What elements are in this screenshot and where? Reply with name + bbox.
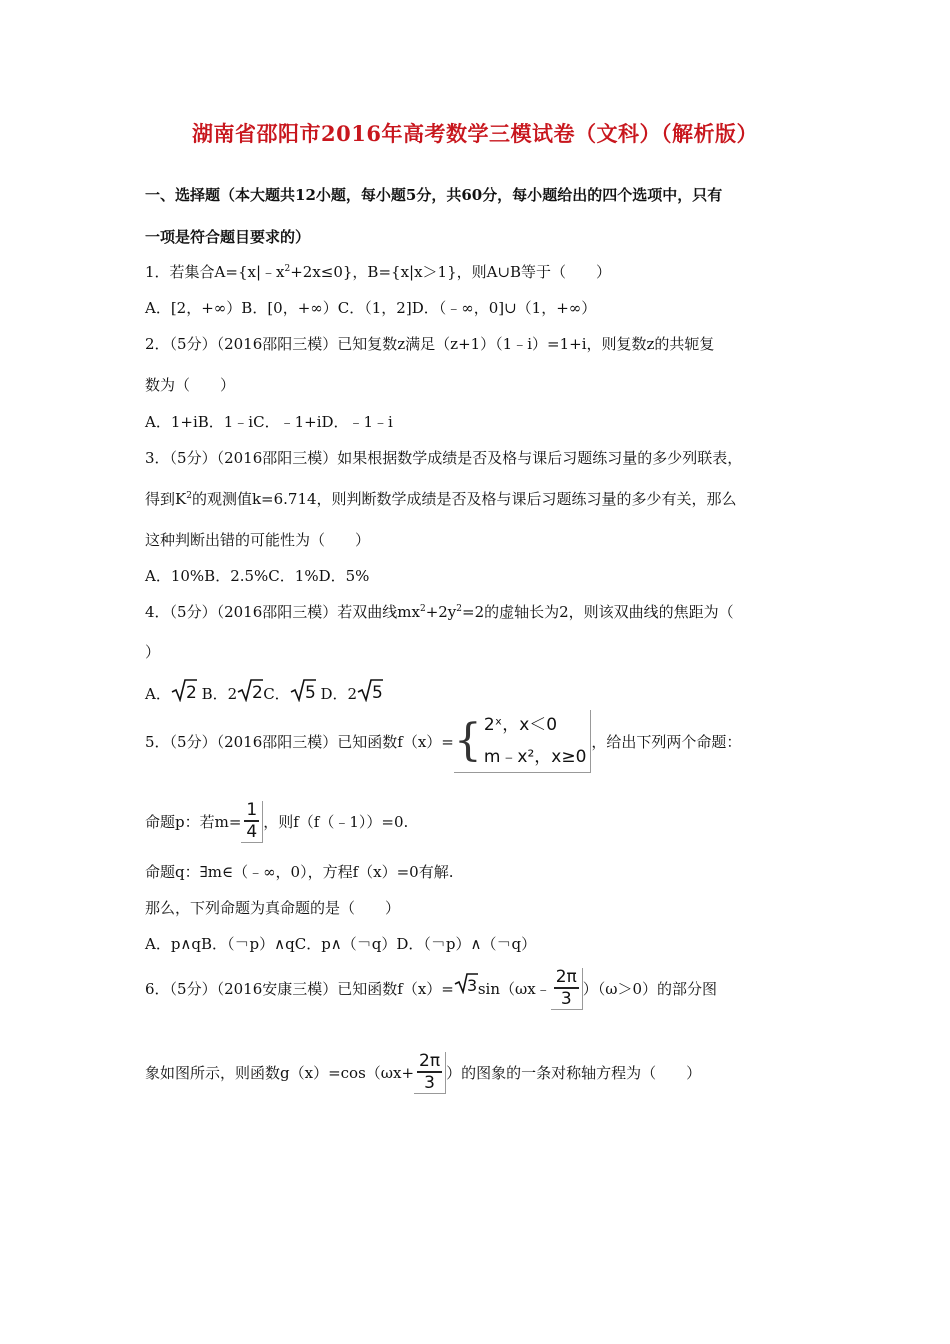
denominator: 4 (246, 821, 258, 842)
question-4-text-b: +2y (425, 603, 457, 621)
option-b-label: B．2 (196, 685, 238, 703)
sqrt-symbol (357, 678, 383, 707)
question-4-text-a: 4．（5分）（2016邵阳三模）若双曲线mx (145, 603, 420, 621)
question-6-text-e: ）的图象的一条对称轴方程为（ ） (446, 1064, 702, 1082)
question-3-text-a: 得到K (145, 490, 187, 508)
question-3-options: A．10%B．2.5%C．1%D．5% (145, 567, 370, 585)
proposition-p (145, 798, 408, 846)
question-1-text-b: +2x≤0}，B={x|x＞1}，则A∪B等于（ ） (290, 263, 612, 281)
question-1-options: A．[2，+∞）B．[0，+∞）C．（1，2]D．（﹣∞，0]∪（1，+∞） (145, 299, 597, 317)
question-6-text-b: sin（ωx﹣ (477, 980, 551, 998)
document-title: 湖南省邵阳市2016年高考数学三模试卷（文科）（解析版） (192, 121, 758, 146)
sqrt-symbol (290, 678, 316, 707)
piecewise-function (454, 710, 592, 773)
section-header-line2: 一项是符合题目要求的） (145, 228, 311, 246)
case-2: m﹣x²，x≥0 (483, 747, 587, 767)
question-3-line3: 这种判断出错的可能性为（ ） (145, 531, 371, 549)
question-5-line1 (145, 710, 741, 773)
radicand: 5 (304, 683, 316, 702)
option-a-label: A． (145, 685, 171, 703)
option-c-label: C． (263, 685, 290, 703)
question-6-line2 (145, 1046, 701, 1100)
question-1 (145, 262, 611, 282)
section-header-line1: 一、选择题（本大题共12小题，每小题5分，共60分，每小题给出的四个选项中，只有 (145, 186, 723, 204)
question-4-text-c: =2的虚轴长为2，则该双曲线的焦距为（ (462, 603, 734, 621)
sqrt-symbol (171, 678, 197, 707)
question-4-line2: ） (145, 643, 161, 661)
numerator: 2π (419, 1051, 441, 1072)
superscript: 2 (186, 491, 192, 501)
question-4-line1 (145, 602, 734, 622)
question-6-line1 (145, 962, 717, 1016)
question-3-text-b: 的观测值k=6.714，则判断数学成绩是否及格与课后习题练习量的多少有关，那么 (191, 490, 737, 508)
question-4-options (145, 678, 383, 707)
sqrt-symbol (237, 678, 263, 707)
radicand: 5 (372, 683, 383, 702)
proposition-q: 命题q：∃m∈（﹣∞，0），方程f（x）=0有解. (145, 863, 454, 881)
question-2-line2: 数为（ ） (145, 376, 236, 394)
left-brace-icon: { (453, 715, 482, 766)
denominator: 3 (560, 988, 572, 1009)
proposition-p-text-a: 命题p：若m= (145, 813, 242, 831)
superscript: 2 (284, 264, 291, 274)
question-2-line1: 2．（5分）（2016邵阳三模）已知复数z满足（z+1）（1﹣i）=1+i，则复数z的共轭复 (145, 335, 715, 353)
numerator: 2π (555, 967, 577, 988)
question-6-text-c: ）（ω＞0）的部分图 (582, 980, 718, 998)
radicand: 2 (252, 683, 264, 702)
superscript: 2 (419, 604, 426, 614)
question-3-line2 (145, 489, 737, 509)
question-5-text-a: 5．（5分）（2016邵阳三模）已知函数f（x）= (145, 732, 454, 751)
radicand: 3 (466, 976, 478, 994)
sqrt-symbol (454, 962, 478, 1016)
fraction (414, 1052, 446, 1094)
denominator: 3 (424, 1072, 435, 1093)
question-3-line1: 3．（5分）（2016邵阳三模）如果根据数学成绩是否及格与课后习题练习量的多少列联表， (145, 449, 743, 467)
question-5-options: A．p∧qB．（￢p）∧qC．p∧（￢q）D．（￢p）∧（￢q） (145, 935, 537, 953)
question-1-text-a: 1．若集合A={x|﹣x (145, 263, 285, 281)
question-5-text-b: ，给出下列两个命题： (591, 732, 742, 751)
question-5-prompt: 那么，下列命题为真命题的是（ ） (145, 899, 401, 917)
superscript: 2 (456, 604, 463, 614)
piecewise-cases (484, 712, 587, 770)
option-d-label: D．2 (315, 685, 358, 703)
fraction (551, 968, 583, 1010)
proposition-p-text-b: ，则f（f（﹣1））=0. (263, 813, 409, 831)
numerator: 1 (246, 800, 258, 821)
fraction (241, 801, 263, 843)
radicand: 2 (185, 683, 197, 702)
question-6-text-d: 象如图所示，则函数g（x）=cos（ωx+ (145, 1064, 415, 1082)
question-6-text-a: 6．（5分）（2016安康三模）已知函数f（x）= (145, 980, 454, 998)
case-1: 2ˣ，x＜0 (483, 715, 558, 735)
question-2-options: A．1+iB．1﹣iC．﹣1+iD．﹣1﹣i (145, 413, 393, 431)
